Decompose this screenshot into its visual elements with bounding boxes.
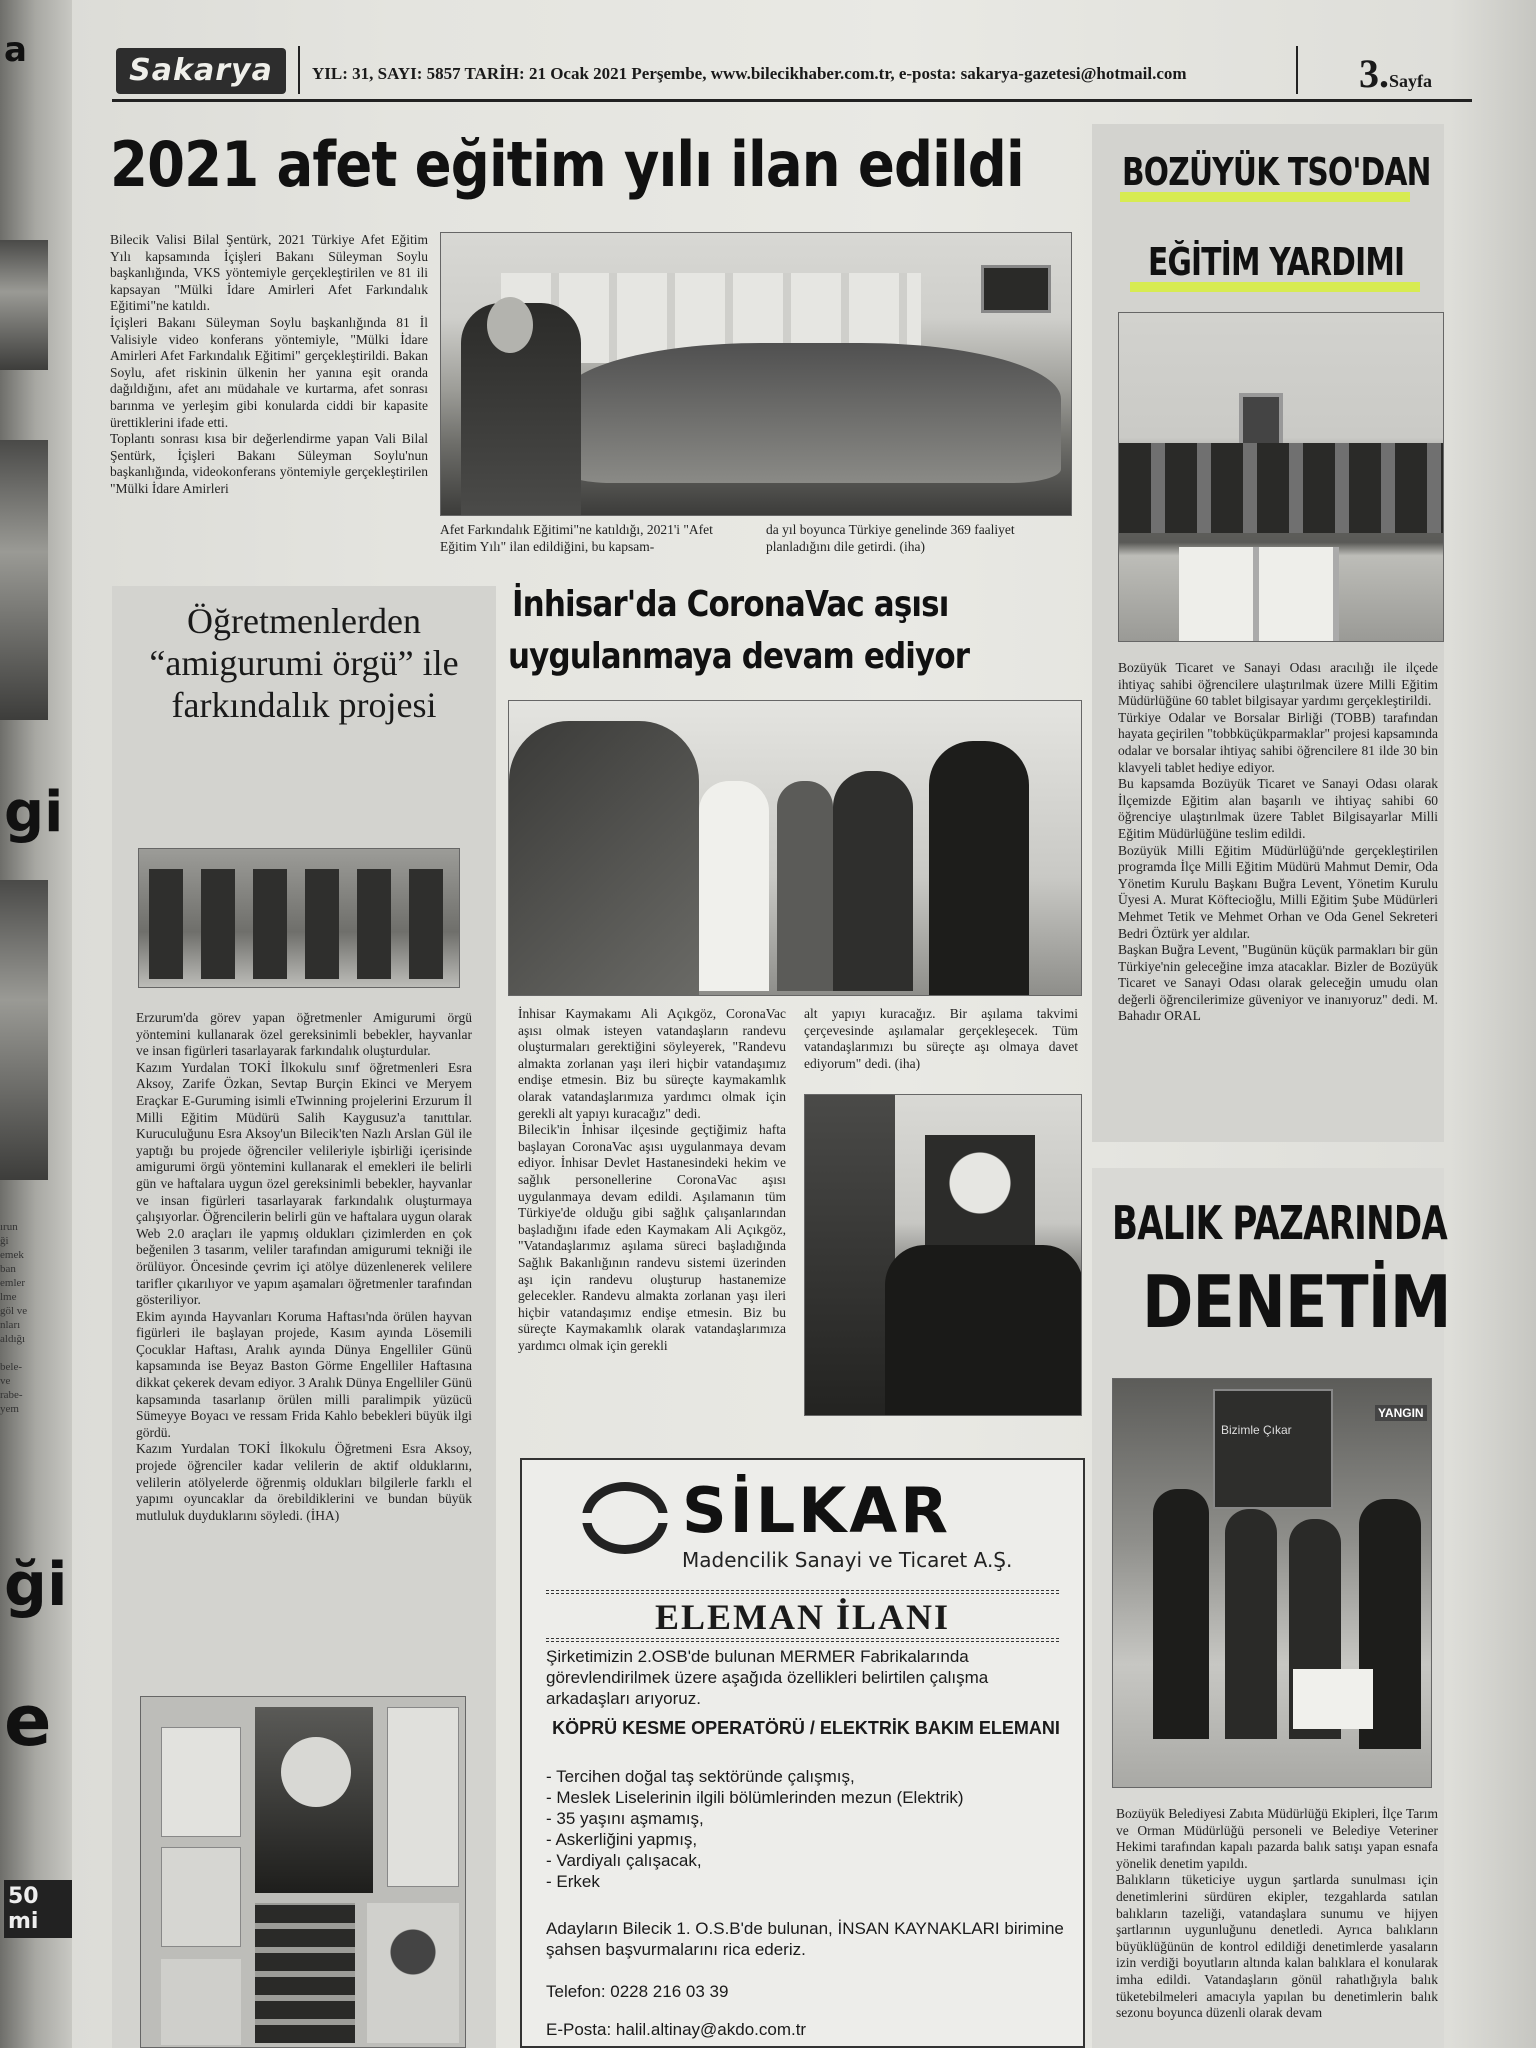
issue-info: YIL: 31, SAYI: 5857 TARİH: 21 Ocak 2021 Perşembe, www.bilecikhaber.com.tr, e-posta: sakarya-gazetesi@hotmail.com — [312, 64, 1187, 83]
ad-requirement: - 35 yaşını aşmamış, — [546, 1809, 704, 1828]
article-balik-body: Bozüyük Belediyesi Zabıta Müdürlüğü Ekipleri, İlçe Tarım ve Orman Müdürlüğü personeli ve Belediye Veteriner Hekimi tarafından kapalı pazarda balık satışı yapan esnafa yönelik denetim yapıldı. Balıkların tüketiciye uygun şartlarda sunulması için denetimlerini sürdüren ekipler, tezgahlarda satılan balıkların tazeliği, vatandaşlara sunumu ve hijyen şartlarının uygunluğunu denetledi. Ayrıca balıkların büyüklüğünün de kontrol edildiği denetimlerde yasaların izin verdiği boyutların altında kalan balıklara el konularak imha edildi. Vatandaşların gönül rahatlığıyla balık tüketebilmeleri amacıyla yapılan bu denetimlerin balık sezonu boyunca düzenli olarak devam — [1116, 1806, 1438, 2021]
ad-intro: Şirketimizin 2.OSB'de bulunan MERMER Fabrikalarında görevlendirilmek üzere aşağıda özellikleri belirtilen çalışma arkadaşları arıyoruz. — [546, 1647, 989, 1708]
edge-fragment-5: 50 mi — [4, 1880, 72, 1938]
headline-afet: 2021 afet eğitim yılı ilan edildi — [110, 128, 1024, 201]
ad-subtitle: Madencilik Sanayi ve Ticaret A.Ş. — [682, 1548, 1013, 1572]
masthead — [112, 46, 1472, 102]
edge-fragment-4: e — [4, 1680, 52, 1762]
edge-photo-1 — [0, 240, 48, 370]
ad-divider — [546, 1590, 1059, 1594]
ad-divider — [546, 1638, 1059, 1642]
edge-fragment-1: a — [4, 30, 27, 70]
article-afet-body: Bilecik Valisi Bilal Şentürk, 2021 Türkiye Afet Eğitim Yılı kapsamında İçişleri Bakanı Süleyman Soylu başkanlığında, VKS yöntemiyle gerçekleştirilen ve 81 ili kapsayan "Mülki İdare Amirleri Afet Farkındalık Eğitimi"ne katıldı. İçişleri Bakanı Süleyman Soylu başkanlığında 81 İl Valisiyle video konferans yöntemiyle, "Mülki İdare Amirleri Afet Farkındalık Eğitimi" gerçekleştirildi. Bakan Soylu, afet riskinin ülkenin her yanına eşit oranda dağıldığını, afet anı müdahale ve kurtarma, afet sonrası barınma ve yerleşim gibi konularda ciddi bir kapasite ürettiklerini ifade etti. Toplantı sonrası kısa bir değerlendirme yapan Vali Bilal Şentürk, İçişleri Bakanı Süleyman Soylu'nun başkanlığında, videokonferans yöntemiyle gerçekleştirilen "Mülki İdare Amirleri — [110, 232, 428, 496]
ad-requirement: - Erkek — [546, 1872, 600, 1891]
edge-fragment-3: ği — [4, 1550, 68, 1620]
headline-inhisar-2: uygulanmaya devam ediyor — [508, 636, 970, 677]
photo-tablet-donation — [1118, 312, 1444, 642]
headline-inhisar-1: İnhisar'da CoronaVac aşısı — [512, 584, 949, 625]
edge-column-text: ırun ği emek ban emler lme göl ve nları aldığı bele- ve rabe- yem — [0, 1221, 28, 1415]
edge-photo-3 — [0, 880, 48, 1180]
article-afet-caption-1: Afet Farkındalık Eğitimi"ne katıldığı, 2021'i "Afet Eğitim Yılı" ilan edildiğini, bu kapsam- — [440, 522, 713, 554]
ad-email: E-Posta: halil.altinay@akdo.com.tr — [546, 2020, 807, 2039]
headline-tso-1: BOZÜYÜK TSO'DAN — [1122, 150, 1431, 194]
ad-brand: SİLKAR — [682, 1474, 951, 1547]
headline-balik-2: DENETİM — [1142, 1260, 1451, 1344]
photo-amigurumi-dolls — [140, 1696, 466, 2048]
photo-fish-market-inspection — [1112, 1378, 1432, 1788]
photo-nurse-vaccination — [804, 1094, 1082, 1416]
headline-tso-2: EĞİTİM YARDIMI — [1148, 240, 1405, 284]
silkar-logo-icon — [582, 1482, 668, 1554]
masthead-divider — [298, 46, 300, 94]
photo-video-conference — [440, 232, 1072, 516]
headline-balik-1: BALIK PAZARINDA — [1112, 1196, 1447, 1250]
photo-sign-right: YANGIN — [1375, 1405, 1427, 1421]
headline-amigurumi: Öğretmenlerden “amigurumi örgü” ile farkındalık projesi — [149, 601, 459, 725]
newspaper-logo: Sakarya — [116, 48, 286, 94]
article-amigurumi-body: Erzurum'da görev yapan öğretmenler Amigurumi örgü yöntemini kullanarak özel gereksinimli bebekler, hayvanlar ve insan figürleri tasarlayarak farkındalık oluşturdular. Kazım Yurdalan TOKİ İlkokulu sınıf öğretmenleri Esra Aksoy, Zarife Özkan, Sevtap Burçin Ekinci ve Meryem Eraçkar E-Guruming isimli eTwinning projelerini Erzurum İl Milli Eğitim Müdürü Salih Kaygusuz'a tanıttılar. Kuruculuğunu Esra Aksoy'un Bilecik'ten Nazlı Arslan Gül ile yaptığı bu projede öğrenciler velileriyle işbirliği içerisinde amigurumi örgü yöntemini kullanarak el emekleri ile belirli gün ve haftalara uygun özel gereksinimli bebekler, hayvanlar ve insan figürleri tasarlayarak farkındalık oluşturmaya çalışıyorlar. Öğrencilerin belirli gün ve haftalara uygun olarak Web 2.0 araçları ile yapmış oldukları çizimlerden en çok beğenilen 3 tasarım, veliler tarafından amigurumi tekniği ile örülüyor. Öncesinde çevrim içi atölye düzenlenerek velilere tarifler çıkarılıyor ve yapım aşamaları öğretmenler tarafından gösteriliyor. Ekim ayında Hayvanları Koruma Haftası'nda örülen hayvan figürleri ile başlayan projede, Kasım ayında Lösemili Çocuklar Haftası, Aralık ayında Dünya Engelliler Günü kapsamında ise Beyaz Baston Görme Engelliler Haftasına dikkat çekerek devam ediyor. 3 Aralık Dünya Engelliler Günü kapsamında tasarlanıp örülen milli paralimpik yüzücü Sümeyye Boyacı ve ressam Frida Kahlo bebekleri büyük ilgi gördü. Kazım Yurdalan TOKİ İlkokulu Öğretmeni Esra Aksoy, projede öğrenciler kadar velilerin de aktif olduklarını, velilerin atölyelerde öğrenmiş oldukları bilgilerle farklı el yapımı oyuncaklar da örebildiklerini ve bundan büyük mutluluk duyduklarını söyledi. (İHA) — [136, 1010, 472, 1523]
masthead-divider — [1296, 46, 1298, 94]
ad-requirement: - Tercihen doğal taş sektöründe çalışmış, — [546, 1767, 855, 1786]
job-advertisement — [520, 1458, 1085, 2048]
page-number: 3.Sayfa — [1358, 51, 1432, 96]
ad-phone: Telefon: 0228 216 03 39 — [546, 1982, 729, 2001]
ad-requirement: - Vardiyalı çalışacak, — [546, 1851, 702, 1870]
ad-position: KÖPRÜ KESME OPERATÖRÜ / ELEKTRİK BAKIM ELEMANI — [552, 1718, 1060, 1738]
photo-vaccination-visit — [508, 700, 1082, 996]
ad-requirements — [546, 1766, 964, 1892]
article-inhisar-body-2: alt yapıyı kuracağız. Bir aşılama takvimi çerçevesinde aşılamalar gerçekleşecek. Tüm vatandaşlarımızı bu süreçte aşı olmaya davet ediyorum" dedi. (iha) — [804, 1006, 1078, 1071]
ad-title: ELEMAN İLANI — [654, 1597, 951, 1637]
edge-fragment-2: gi — [4, 780, 64, 845]
previous-page-edge — [0, 0, 72, 2048]
ad-requirement: - Meslek Liselerinin ilgili bölümlerinden mezun (Elektrik) — [546, 1788, 964, 1807]
article-inhisar-body-1: İnhisar Kaymakamı Ali Açıkgöz, CoronaVac aşısı olmak isteyen vatandaşların randevu oluşturmaları gerektiğini söyleyerek, "Randevu almakta zorlanan yaşı ileri hiçbir vatandaşımız endişe etmesin. Biz bu süreçte kaymakamlık olarak vatandaşlarımıza yardımcı olmak için gerekli alt yapıyı kuracağız" dedi. Bilecik'in İnhisar ilçesinde geçtiğimiz hafta başlayan CoronaVac aşısı uygulanmaya devam ediyor. İnhisar Devlet Hastanesindeki hekim ve sağlık personellerine CoronaVac aşısı uygulanmaya devam edildi. Aşılamanın tüm Türkiye'de olduğu gibi sağlık çalışanlarından başladığını ifade eden Kaymakam Ali Açıkgöz, "Vatandaşlarımız aşılama süreci başladığında Sağlık Bakanlığının randevu sistemi üzerinden aşı için randevu oluşturup hastanemize gelecekler. Randevu almakta zorlanan yaşı ileri hiçbir vatandaşımız endişe etmesin. Biz bu süreçte Kaymakamlık olarak vatandaşlarımıza yardımcı olmak için gerekli — [518, 1006, 786, 1353]
photo-sign-left: Bizimle Çıkar — [1221, 1423, 1292, 1437]
article-tso-body: Bozüyük Ticaret ve Sanayi Odası aracılığı ile ilçede ihtiyaç sahibi öğrencilere ulaştırılmak üzere Milli Eğitim Müdürlüğüne 60 tablet bilgisayar yardımı gerçekleştirildi. Türkiye Odalar ve Borsalar Birliği (TOBB) tarafından hayata geçirilen "tobbküçükparmaklar" projesi kapsamında odalar ve borsalar ihtiyaç sahibi öğrencilere 81 ilde 30 bin klavyeli tablet hediye ediyor. Bu kapsamda Bozüyük Ticaret ve Sanayi Odası olarak İlçemizde Eğitim alan başarılı ve ihtiyaç sahibi 60 öğrenciye ulaştırılmak üzere Tablet Bilgisayarlar Milli Eğitim Müdürlüğüne teslim edildi. Bozüyük Milli Eğitim Müdürlüğü'nde gerçekleştirilen programda İlçe Milli Eğitim Müdürü Mahmut Demir, Oda Yönetim Kurulu Başkanı Buğra Levent, Yönetim Kurulu Üyesi A. Murat Köftecioğlu, Milli Eğitim Şube Müdürleri Mehmet Tetik ve Mehmet Orhan ve Oda Genel Sekreteri Bedri Öztürk yer aldılar. Başkan Buğra Levent, "Bugünün küçük parmakları bir gün Türkiye'nin geleceğine imza atacaklar. Bizler de Bozüyük Ticaret ve Sanayi Odası olarak geleceğin umudu olan değerli öğrencilerimize güveniyor ve inanıyoruz" dedi. M. Bahadır ORAL — [1118, 660, 1438, 1024]
article-afet-caption-2: da yıl boyunca Türkiye genelinde 369 faaliyet planladığını dile getirdi. (iha) — [766, 522, 1015, 554]
ad-requirement: - Askerliğini yapmış, — [546, 1830, 698, 1849]
edge-photo-2 — [0, 440, 48, 720]
photo-teachers — [138, 848, 460, 988]
ad-apply-info: Adayların Bilecik 1. O.S.B'de bulunan, İNSAN KAYNAKLARI birimine şahsen başvurmalarını rica ederiz. — [546, 1919, 1064, 1959]
